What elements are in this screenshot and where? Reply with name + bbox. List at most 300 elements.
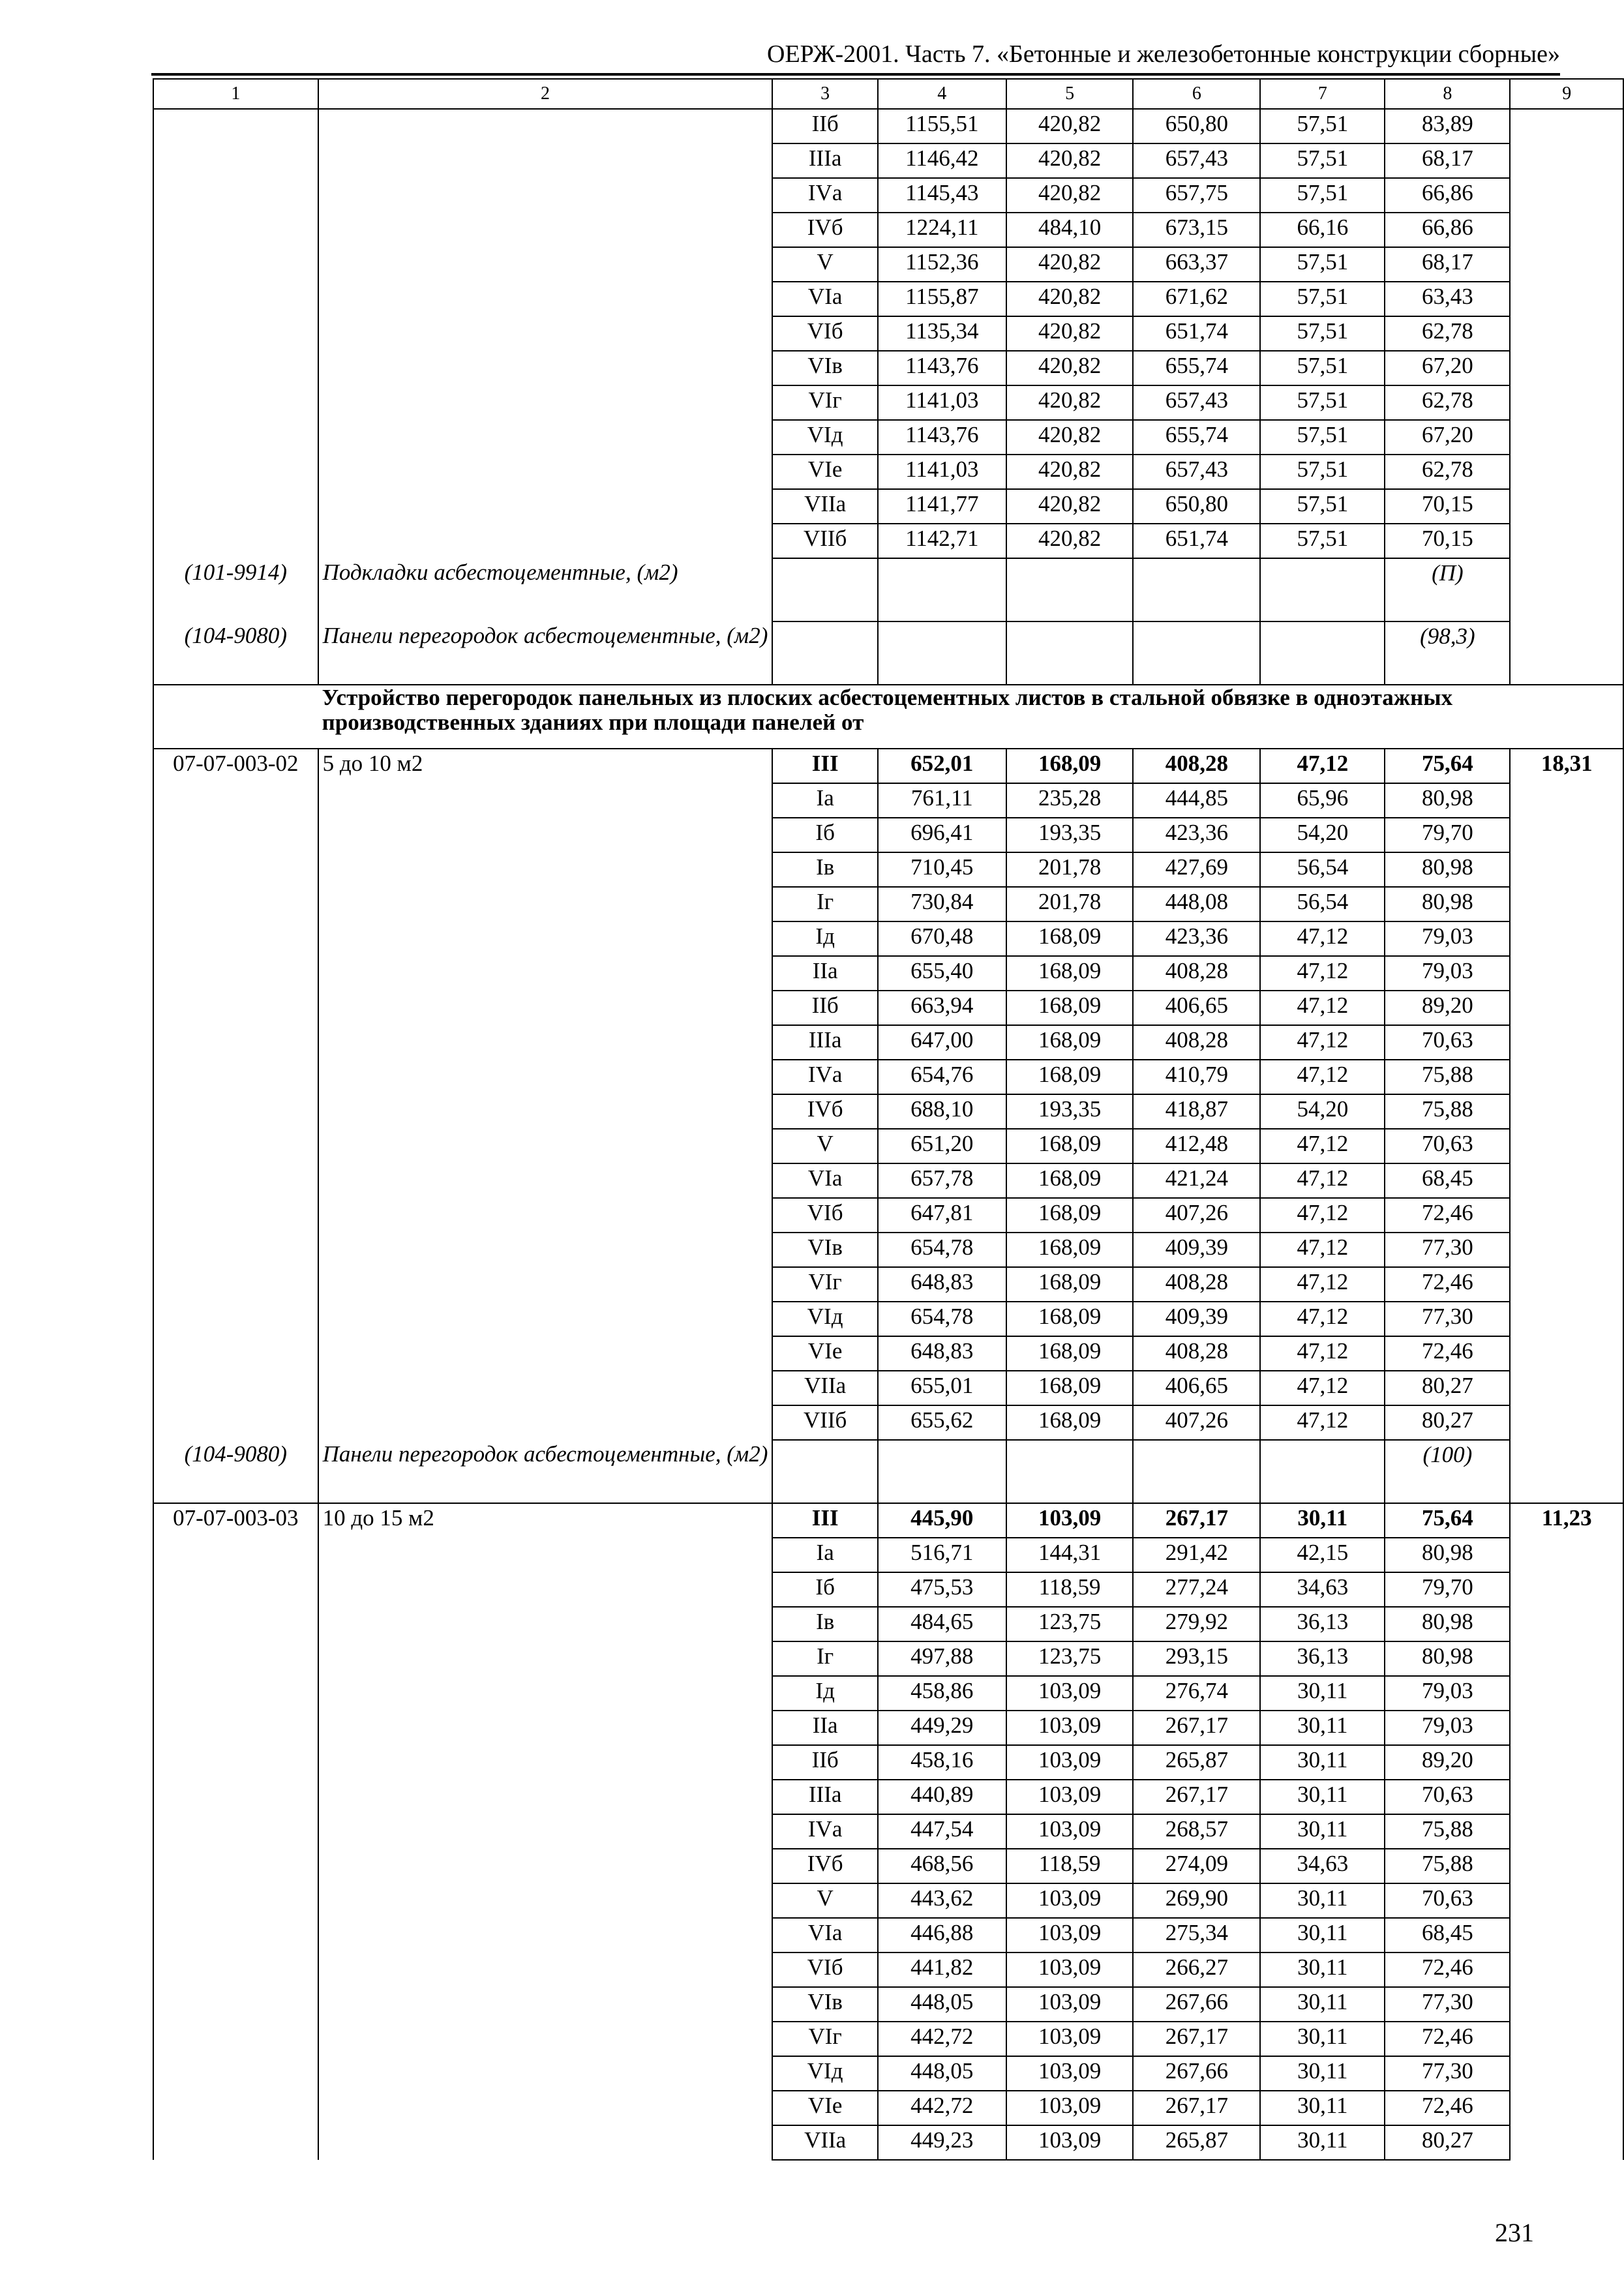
zone-code: VIе	[772, 2091, 878, 2125]
rate-code-cont	[153, 1163, 318, 1198]
rate-name-cont	[318, 1711, 773, 1745]
zone-code: VIб	[772, 1198, 878, 1233]
rate-row	[153, 1607, 1623, 1641]
machinist-wages	[1260, 1440, 1385, 1503]
rate-row	[153, 351, 1623, 385]
labor-hours	[1510, 1987, 1623, 2022]
machinist-wages: 57,51	[1260, 143, 1385, 178]
machine-cost: 421,24	[1133, 1163, 1260, 1198]
zone-code: VIIб	[772, 524, 878, 558]
cost-total: 654,78	[878, 1233, 1006, 1267]
labor-hours	[1510, 247, 1623, 282]
zone-code	[772, 1440, 878, 1503]
machinist-wages: 47,12	[1260, 921, 1385, 956]
materials-cost: 77,30	[1385, 1302, 1510, 1336]
rate-name-cont	[318, 1129, 773, 1163]
rate-name-cont	[318, 783, 773, 818]
machine-cost: 673,15	[1133, 213, 1260, 247]
materials-cost: 62,78	[1385, 455, 1510, 489]
cost-total: 443,62	[878, 1883, 1006, 1918]
cost-total	[878, 1440, 1006, 1503]
labor-hours	[1510, 1267, 1623, 1302]
machine-cost: 265,87	[1133, 2125, 1260, 2160]
rate-name	[318, 109, 773, 143]
rate-code-cont	[153, 1849, 318, 1883]
labor-hours	[1510, 385, 1623, 420]
machine-cost: 276,74	[1133, 1676, 1260, 1711]
rate-name	[318, 524, 773, 558]
rate-row	[153, 921, 1623, 956]
rate-name-cont	[318, 921, 773, 956]
rate-code-cont	[153, 1780, 318, 1814]
materials-cost: 79,03	[1385, 921, 1510, 956]
machine-cost: 657,75	[1133, 178, 1260, 213]
rate-row	[153, 1405, 1623, 1440]
machinist-wages: 34,63	[1260, 1572, 1385, 1607]
cost-total: 516,71	[878, 1538, 1006, 1572]
cost-total: 696,41	[878, 818, 1006, 852]
machine-cost: 293,15	[1133, 1641, 1260, 1676]
materials-cost: 66,86	[1385, 213, 1510, 247]
zone-code: IVб	[772, 1094, 878, 1129]
rate-row	[153, 1302, 1623, 1336]
rate-row	[153, 1883, 1623, 1918]
section-title: Устройство перегородок панельных из плоских асбестоцементных листов в стальной обвязке в одноэтажных производственных зданиях при площади панелей от	[318, 685, 1623, 749]
machine-cost: 671,62	[1133, 282, 1260, 316]
machine-cost: 657,43	[1133, 385, 1260, 420]
machine-cost: 418,87	[1133, 1094, 1260, 1129]
machinist-wages: 66,16	[1260, 213, 1385, 247]
labor-hours	[1510, 489, 1623, 524]
machinist-wages: 47,12	[1260, 956, 1385, 991]
machinist-wages: 30,11	[1260, 2022, 1385, 2056]
machinist-wages: 47,12	[1260, 1302, 1385, 1336]
rate-code-cont	[153, 887, 318, 921]
materials-cost: 80,27	[1385, 2125, 1510, 2160]
rate-code-cont	[153, 1233, 318, 1267]
rate-row	[153, 1572, 1623, 1607]
cost-total: 1142,71	[878, 524, 1006, 558]
machinist-wages: 47,12	[1260, 1405, 1385, 1440]
materials-cost: 68,45	[1385, 1163, 1510, 1198]
cost-total: 449,23	[878, 2125, 1006, 2160]
cost-total: 446,88	[878, 1918, 1006, 1952]
machinist-wages: 56,54	[1260, 887, 1385, 921]
rate-code-cont	[153, 2125, 318, 2160]
zone-code: Iв	[772, 1607, 878, 1641]
rate-name-cont	[318, 818, 773, 852]
machine-cost: 267,17	[1133, 2022, 1260, 2056]
wages: 168,09	[1006, 749, 1134, 783]
materials-cost: 75,88	[1385, 1814, 1510, 1849]
machinist-wages	[1260, 558, 1385, 621]
cost-total: 710,45	[878, 852, 1006, 887]
zone-code: Iг	[772, 887, 878, 921]
rate-row	[153, 1918, 1623, 1952]
zone-code: VIа	[772, 282, 878, 316]
rate-code-cont	[153, 1918, 318, 1952]
rate-name-cont	[318, 1405, 773, 1440]
column-number: 3	[772, 79, 878, 109]
wages: 103,09	[1006, 1987, 1134, 2022]
rate-name-cont	[318, 1607, 773, 1641]
labor-hours	[1510, 921, 1623, 956]
wages: 103,09	[1006, 1780, 1134, 1814]
machinist-wages: 57,51	[1260, 420, 1385, 455]
materials-cost: 83,89	[1385, 109, 1510, 143]
machinist-wages: 30,11	[1260, 2056, 1385, 2091]
machine-cost: 444,85	[1133, 783, 1260, 818]
machinist-wages: 56,54	[1260, 852, 1385, 887]
cost-total: 1155,51	[878, 109, 1006, 143]
machinist-wages: 47,12	[1260, 1060, 1385, 1094]
rate-name-cont	[318, 852, 773, 887]
cost-total: 1145,43	[878, 178, 1006, 213]
labor-hours: 11,23	[1510, 1503, 1623, 1538]
wages: 168,09	[1006, 1163, 1134, 1198]
zone-code: IIа	[772, 956, 878, 991]
machinist-wages: 57,51	[1260, 385, 1385, 420]
zone-code: Iб	[772, 818, 878, 852]
rate-code: 07-07-003-02	[153, 749, 318, 783]
rate-row	[153, 1641, 1623, 1676]
materials-cost: 67,20	[1385, 351, 1510, 385]
wages: 168,09	[1006, 1267, 1134, 1302]
wages: 420,82	[1006, 143, 1134, 178]
cost-total: 497,88	[878, 1641, 1006, 1676]
rate-row	[153, 1198, 1623, 1233]
machine-cost: 657,43	[1133, 455, 1260, 489]
machinist-wages: 54,20	[1260, 1094, 1385, 1129]
zone-code: VIв	[772, 351, 878, 385]
rate-code-cont	[153, 818, 318, 852]
rate-row	[153, 1538, 1623, 1572]
labor-hours	[1510, 1025, 1623, 1060]
material-name: Панели перегородок асбестоцементные, (м2)	[318, 1440, 773, 1503]
zone-code: VIг	[772, 385, 878, 420]
rate-code: 07-07-003-03	[153, 1503, 318, 1538]
material-row	[153, 558, 1623, 621]
machinist-wages: 47,12	[1260, 1371, 1385, 1405]
zone-code: IIIа	[772, 143, 878, 178]
labor-hours	[1510, 316, 1623, 351]
material-name: Панели перегородок асбестоцементные, (м2)	[318, 621, 773, 685]
rate-row	[153, 455, 1623, 489]
materials-cost: 75,64	[1385, 1503, 1510, 1538]
zone-code: IIIа	[772, 1025, 878, 1060]
zone-code: VIIа	[772, 1371, 878, 1405]
rate-row	[153, 213, 1623, 247]
rate-row	[153, 783, 1623, 818]
cost-total: 448,05	[878, 1987, 1006, 2022]
cost-total: 448,05	[878, 2056, 1006, 2091]
zone-code: IIб	[772, 109, 878, 143]
zone-code: V	[772, 247, 878, 282]
zone-code: VIг	[772, 2022, 878, 2056]
labor-hours	[1510, 1711, 1623, 1745]
zone-code: IVа	[772, 178, 878, 213]
labor-hours	[1510, 1302, 1623, 1336]
cost-total: 445,90	[878, 1503, 1006, 1538]
machinist-wages: 47,12	[1260, 1025, 1385, 1060]
labor-hours	[1510, 1745, 1623, 1780]
labor-hours	[1510, 524, 1623, 558]
machine-cost: 275,34	[1133, 1918, 1260, 1952]
wages: 420,82	[1006, 247, 1134, 282]
rate-main-row	[153, 749, 1623, 783]
rate-name-cont	[318, 1163, 773, 1198]
materials-cost: 79,03	[1385, 1676, 1510, 1711]
rate-name-cont	[318, 1745, 773, 1780]
wages: 420,82	[1006, 351, 1134, 385]
materials-cost: 63,43	[1385, 282, 1510, 316]
labor-hours	[1510, 1641, 1623, 1676]
rate-name-cont	[318, 1233, 773, 1267]
zone-code: VIв	[772, 1987, 878, 2022]
machine-cost: 277,24	[1133, 1572, 1260, 1607]
materials-cost: 75,88	[1385, 1060, 1510, 1094]
wages: 201,78	[1006, 852, 1134, 887]
wages: 168,09	[1006, 1233, 1134, 1267]
column-number: 4	[878, 79, 1006, 109]
rate-code-cont	[153, 991, 318, 1025]
cost-total: 484,65	[878, 1607, 1006, 1641]
materials-cost: 72,46	[1385, 2091, 1510, 2125]
column-number: 8	[1385, 79, 1510, 109]
rate-name-cont	[318, 2091, 773, 2125]
machine-cost	[1133, 1440, 1260, 1503]
section-title-row	[153, 685, 1623, 749]
rate-code	[153, 420, 318, 455]
materials-cost: 72,46	[1385, 1336, 1510, 1371]
labor-hours	[1510, 1849, 1623, 1883]
zone-code: IVа	[772, 1814, 878, 1849]
machinist-wages: 30,11	[1260, 1918, 1385, 1952]
rate-code	[153, 178, 318, 213]
rate-code-cont	[153, 1538, 318, 1572]
labor-hours	[1510, 213, 1623, 247]
cost-total: 648,83	[878, 1267, 1006, 1302]
labor-hours	[1510, 1538, 1623, 1572]
machine-cost	[1133, 621, 1260, 685]
wages: 168,09	[1006, 1336, 1134, 1371]
rate-row	[153, 2091, 1623, 2125]
rate-name-cont	[318, 1198, 773, 1233]
rate-code	[153, 213, 318, 247]
rate-code-cont	[153, 1641, 318, 1676]
machinist-wages: 30,11	[1260, 2125, 1385, 2160]
machinist-wages: 30,11	[1260, 1814, 1385, 1849]
labor-hours	[1510, 178, 1623, 213]
materials-cost: 70,15	[1385, 489, 1510, 524]
rate-name-cont	[318, 1094, 773, 1129]
rate-name-cont	[318, 1302, 773, 1336]
zone-code: III	[772, 749, 878, 783]
materials-cost: 79,70	[1385, 818, 1510, 852]
wages: 103,09	[1006, 1883, 1134, 1918]
machinist-wages: 47,12	[1260, 1129, 1385, 1163]
zone-code: IVб	[772, 213, 878, 247]
labor-hours	[1510, 1198, 1623, 1233]
rate-code-cont	[153, 1267, 318, 1302]
rate-code-cont	[153, 1336, 318, 1371]
column-number: 1	[153, 79, 318, 109]
wages: 420,82	[1006, 316, 1134, 351]
wages: 103,09	[1006, 1503, 1134, 1538]
rate-row	[153, 2125, 1623, 2160]
labor-hours	[1510, 783, 1623, 818]
materials-cost: 80,98	[1385, 887, 1510, 921]
rate-name-cont	[318, 1883, 773, 1918]
cost-total: 761,11	[878, 783, 1006, 818]
rate-row	[153, 1780, 1623, 1814]
cost-total: 654,78	[878, 1302, 1006, 1336]
rate-code	[153, 385, 318, 420]
labor-hours	[1510, 1371, 1623, 1405]
material-quantity: (П)	[1385, 558, 1510, 621]
cost-total: 655,01	[878, 1371, 1006, 1405]
zone-code: V	[772, 1129, 878, 1163]
zone-code: Iа	[772, 1538, 878, 1572]
rate-code-cont	[153, 1711, 318, 1745]
column-number: 5	[1006, 79, 1134, 109]
rate-name-cont	[318, 1987, 773, 2022]
labor-hours	[1510, 455, 1623, 489]
rate-name-cont	[318, 1025, 773, 1060]
wages: 103,09	[1006, 1814, 1134, 1849]
rate-code-cont	[153, 1060, 318, 1094]
machine-cost: 427,69	[1133, 852, 1260, 887]
machine-cost: 267,17	[1133, 1780, 1260, 1814]
machine-cost: 651,74	[1133, 316, 1260, 351]
machine-cost: 408,28	[1133, 1025, 1260, 1060]
rate-name-cont	[318, 1060, 773, 1094]
rate-code-cont	[153, 2056, 318, 2091]
labor-hours	[1510, 1129, 1623, 1163]
wages: 118,59	[1006, 1572, 1134, 1607]
machinist-wages: 57,51	[1260, 316, 1385, 351]
cost-total: 1135,34	[878, 316, 1006, 351]
rate-name	[318, 213, 773, 247]
cost-total: 1224,11	[878, 213, 1006, 247]
cost-total: 1141,03	[878, 455, 1006, 489]
machine-cost: 408,28	[1133, 956, 1260, 991]
labor-hours: 18,31	[1510, 749, 1623, 783]
materials-cost: 72,46	[1385, 1267, 1510, 1302]
zone-code: VIе	[772, 1336, 878, 1371]
zone-code	[772, 621, 878, 685]
rate-row	[153, 282, 1623, 316]
rate-name	[318, 247, 773, 282]
wages: 168,09	[1006, 921, 1134, 956]
cost-total: 458,16	[878, 1745, 1006, 1780]
machine-cost: 423,36	[1133, 921, 1260, 956]
rate-name	[318, 282, 773, 316]
materials-cost: 80,27	[1385, 1371, 1510, 1405]
machine-cost: 655,74	[1133, 420, 1260, 455]
rate-name-cont	[318, 2022, 773, 2056]
rate-row	[153, 1336, 1623, 1371]
cost-total: 442,72	[878, 2022, 1006, 2056]
wages: 420,82	[1006, 455, 1134, 489]
rate-code-cont	[153, 1094, 318, 1129]
materials-cost: 72,46	[1385, 1198, 1510, 1233]
machine-cost: 409,39	[1133, 1302, 1260, 1336]
rate-code	[153, 143, 318, 178]
cost-total: 647,00	[878, 1025, 1006, 1060]
zone-code: Iг	[772, 1641, 878, 1676]
materials-cost: 70,63	[1385, 1780, 1510, 1814]
header-rule	[151, 73, 1560, 76]
machinist-wages: 54,20	[1260, 818, 1385, 852]
rate-row	[153, 420, 1623, 455]
cost-total: 449,29	[878, 1711, 1006, 1745]
rate-name	[318, 420, 773, 455]
wages: 420,82	[1006, 420, 1134, 455]
machinist-wages: 30,11	[1260, 1503, 1385, 1538]
wages: 235,28	[1006, 783, 1134, 818]
rate-name	[318, 178, 773, 213]
machine-cost: 265,87	[1133, 1745, 1260, 1780]
rate-code-cont	[153, 1814, 318, 1849]
wages: 103,09	[1006, 1676, 1134, 1711]
rate-main-row	[153, 1503, 1623, 1538]
material-row	[153, 1440, 1623, 1503]
labor-hours	[1510, 1607, 1623, 1641]
wages: 201,78	[1006, 887, 1134, 921]
column-number: 7	[1260, 79, 1385, 109]
machinist-wages: 47,12	[1260, 1336, 1385, 1371]
materials-cost: 70,63	[1385, 1025, 1510, 1060]
machine-cost	[1133, 558, 1260, 621]
rate-row	[153, 991, 1623, 1025]
wages: 193,35	[1006, 1094, 1134, 1129]
materials-cost: 79,70	[1385, 1572, 1510, 1607]
material-quantity: (98,3)	[1385, 621, 1510, 685]
machinist-wages: 47,12	[1260, 1198, 1385, 1233]
zone-code: IIа	[772, 1711, 878, 1745]
materials-cost: 62,78	[1385, 385, 1510, 420]
machine-cost: 412,48	[1133, 1129, 1260, 1163]
machinist-wages: 57,51	[1260, 455, 1385, 489]
zone-code: VIб	[772, 1952, 878, 1987]
rate-row	[153, 818, 1623, 852]
rate-row	[153, 2056, 1623, 2091]
column-number: 9	[1510, 79, 1623, 109]
rate-name-cont	[318, 887, 773, 921]
rate-row	[153, 109, 1623, 143]
cost-total: 655,40	[878, 956, 1006, 991]
materials-cost: 80,98	[1385, 1538, 1510, 1572]
rate-name-cont	[318, 1676, 773, 1711]
zone-code: VIIб	[772, 1405, 878, 1440]
machinist-wages	[1260, 621, 1385, 685]
zone-code: VIд	[772, 1302, 878, 1336]
labor-hours	[1510, 1060, 1623, 1094]
rate-name	[318, 385, 773, 420]
zone-code: IIб	[772, 991, 878, 1025]
wages	[1006, 558, 1134, 621]
materials-cost: 70,15	[1385, 524, 1510, 558]
rate-name-cont	[318, 1371, 773, 1405]
machinist-wages: 47,12	[1260, 991, 1385, 1025]
zone-code: VIIа	[772, 2125, 878, 2160]
machine-cost: 423,36	[1133, 818, 1260, 852]
rate-code-cont	[153, 1129, 318, 1163]
wages: 420,82	[1006, 489, 1134, 524]
rate-name	[318, 455, 773, 489]
machinist-wages: 57,51	[1260, 524, 1385, 558]
